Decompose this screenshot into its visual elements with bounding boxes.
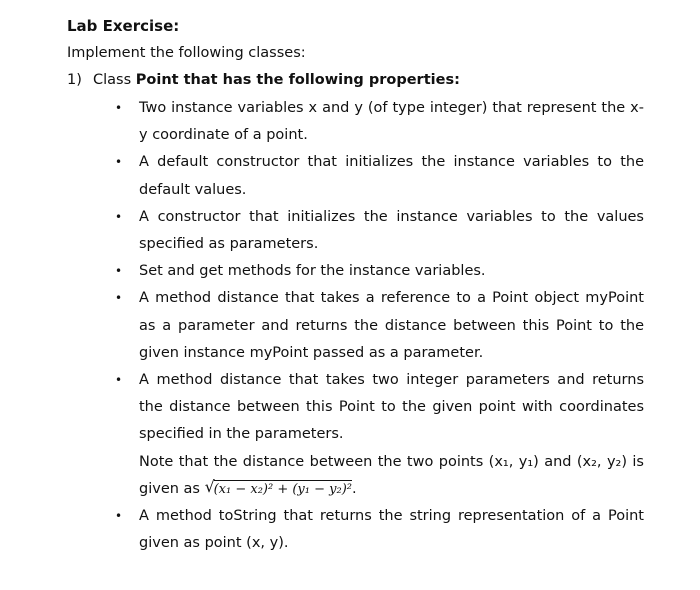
distance-note [139, 449, 644, 503]
bullet-icon: • [115, 373, 123, 388]
property-text: A method distance that takes two integer parameters and returns the distance between this Point to the given point with coordinates specified in the parameters. [139, 372, 644, 443]
bullet-icon: • [115, 155, 123, 170]
intro-text: Implement the following classes: [67, 45, 306, 61]
list-item [0, 503, 700, 557]
bullet-icon: • [115, 509, 123, 524]
property-text: Two instance variables x and y (of type integer) that represent the x-y coordinate of a point. [139, 100, 644, 144]
list-item [0, 285, 700, 367]
list-item [0, 367, 700, 503]
list-item [0, 258, 700, 285]
bullet-icon: • [115, 101, 123, 115]
list-item [0, 204, 700, 258]
bullet-icon: • [115, 209, 123, 224]
list-item [0, 95, 700, 149]
note-end: . [351, 480, 357, 497]
list-item [0, 149, 700, 203]
property-text: A constructor that initializes the instance variables to the values specified as parameters. [139, 208, 644, 253]
exercise-heading: Lab Exercise: [67, 17, 180, 35]
note-text: Note that the distance between the two points (x₁, y₁) and (x₂, y₂) is given as [139, 453, 644, 497]
radical-icon: √ [204, 476, 215, 496]
distance-formula [204, 476, 352, 497]
class-item [67, 70, 460, 90]
property-text: A method toString that returns the string representation of a Point given as point (x, y). [139, 508, 644, 552]
property-text: Set and get methods for the instance variables. [139, 263, 486, 280]
class-description: Point that has the following properties: [135, 72, 460, 88]
property-text: A default constructor that initializes the instance variables to the default values. [139, 154, 644, 198]
bullet-icon: • [115, 264, 123, 279]
properties-list [0, 95, 700, 557]
class-prefix: Class [93, 72, 136, 88]
property-text: A method distance that takes a reference to a Point object myPoint as a parameter and returns the distance between this Point to the given instance myPoint passed as a parameter. [139, 290, 644, 361]
bullet-icon: • [115, 291, 123, 306]
formula-radicand: (x₁ − x₂)² + (y₁ − y₂)² [213, 481, 352, 497]
class-number: 1) [67, 72, 82, 88]
square-root [205, 476, 352, 503]
